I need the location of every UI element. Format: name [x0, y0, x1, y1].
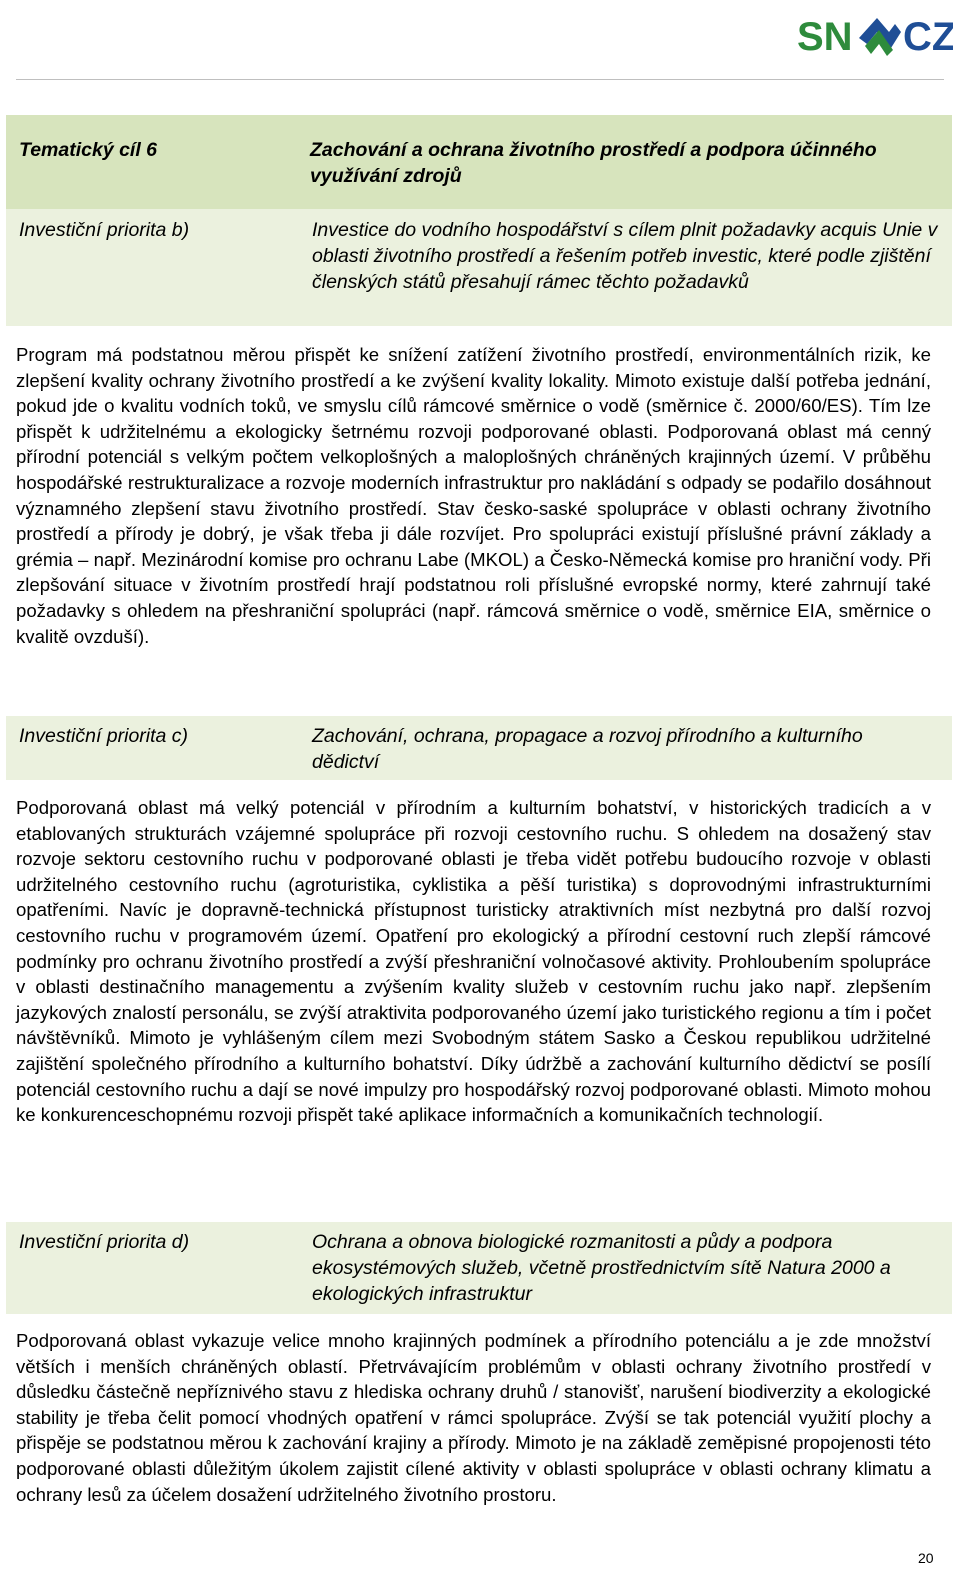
priority-b-band: [6, 209, 952, 326]
priority-d-label: Investiční priorita d): [19, 1231, 190, 1253]
thematic-goal-band: [6, 115, 952, 209]
priority-d-band: [6, 1222, 952, 1314]
sn-cz-logo: [797, 2, 953, 68]
thematic-goal-title: Zachování a ochrana životního prostředí a podpora účinného využívání zdrojů: [310, 139, 877, 187]
page-number: 20: [918, 1550, 934, 1566]
priority-d-title: Ochrana a obnova biologické rozmanitosti a půdy a podpora ekosystémových služeb, včetně prostřednictvím sítě Natura 2000 a ekologických infrastruktur: [312, 1231, 891, 1305]
priority-b-title: Investice do vodního hospodářství s cílem plnit požadavky acquis Unie v oblasti životního prostředí a řešením potřeb investic, které podle zjištění členských států přesahují rámec těchto požadavků: [312, 219, 938, 293]
priority-c-label: Investiční priorita c): [19, 725, 189, 747]
priority-c-title: Zachování, ochrana, propagace a rozvoj přírodního a kulturního dědictví: [312, 725, 863, 773]
priority-d-paragraph: Podporovaná oblast vykazuje velice mnoho krajinných podmínek a přírodního potenciálu a je zde množství větších i menších chráněných oblastí. Přetrvávajícím problémům v oblasti ochrany životního prostředí v důsledku částečně nepříznivého stavu z hlediska ochrany druhů / stanovišť, narušení biodiverzity a ekologické stability je třeba čelit pomocí vhodných opatření v rámci spolupráce. Zvýší se tak potenciál využití plochy a přispěje se podstatnou měrou k zachování krajiny a přírody. Mimoto je na základě zeměpisné propojenosti této podporované oblasti důležitým úkolem zajistit cílené aktivity v oblasti spolupráce v oblasti ochrany klimatu a ochrany lesů za účelem dosažení udržitelného životního prostoru.: [16, 1330, 931, 1505]
logo-cz-text: CZ: [903, 15, 953, 59]
header-rule: [16, 79, 944, 80]
logo-sn-text: SN: [797, 15, 853, 59]
thematic-goal-label: Tematický cíl 6: [19, 139, 158, 161]
priority-b-paragraph: Program má podstatnou měrou přispět ke snížení zatížení životního prostředí, environmentálních rizik, ke zlepšení kvality ochrany životního prostředí a ke zvýšení kvality lokality. Mimoto existuje další potřeba jednání, pokud jde o kvalitu vodních toků, ve smyslu cílů rámcové směrnice o vodě (směrnice č. 2000/60/ES). Tím lze přispět k udržitelnému a ekologicky šetrnému rozvoji podporované oblasti. Podporovaná oblast má cenný přírodní potenciál s velkým počtem velkoplošných a maloplošných chráněných krajinných území. V průběhu hospodářské restrukturalizace a rozvoje moderních infrastruktur pro nakládání s odpady se podařilo dosáhnout významného zlepšení stavu životního prostředí. Stav česko-saské spolupráce v oblasti ochrany životního prostředí a přírody je dobrý, je však třeba ji dále rozvíjet. Pro spolupráci existují příslušné právní základy a grémia – např. Mezinárodní komise pro ochranu Labe (MKOL) a Česko-Německá komise pro hraniční vody. Při zlepšování situace v životním prostředí hrají podstatnou roli příslušné evropské normy, které zahrnují také požadavky s ohledem na přeshraniční spolupráci (např. rámcová směrnice o vodě, směrnice EIA, směrnice o kvalitě ovzduší).: [16, 344, 931, 647]
priority-c-band: [6, 716, 952, 780]
priority-c-paragraph: Podporovaná oblast má velký potenciál v přírodním a kulturním bohatství, v historických tradicích a v etablovaných strukturách vzájemné spolupráce při rozvoji cestovního ruchu. S ohledem na dosažený stav rozvoje sektoru cestovního ruchu v podporované oblasti je třeba vidět potřebu budoucího rozvoje v oblasti udržitelného cestovního ruchu (agroturistika, cyklistika a pěší turistika) s doprovodnými infrastrukturními opatřeními. Navíc je dopravně-technická přístupnost turisticky atraktivních míst nezbytná pro další rozvoj cestovního ruchu v programovém území. Opatření pro ekologický a přírodní cestovní ruch zlepší rámcové podmínky pro ochranu životního prostředí a zvýší přeshraniční volnočasové aktivity. Prohloubením spolupráce v oblasti destinačního managementu a zvýšením kvality služeb v cestovním ruchu jako např. zlepšením jazykových znalostí personálu, se zvýší atraktivita podporovaného území jako turistického regionu a tím i počet návštěvníků. Mimoto je vyhlášeným cílem mezi Svobodným státem Sasko a Českou republikou udržitelné zajištění společného přírodního a kulturního bohatství. Díky údržbě a zachování kulturního dědictví se posílí potenciál cestovního ruchu a dají se nové impulzy pro hospodářský rozvoj podporované oblasti. Mimoto mohou ke konkurenceschopnému rozvoji přispět také aplikace informačních a komunikačních technologií.: [16, 797, 931, 1126]
priority-b-label: Investiční priorita b): [19, 219, 190, 241]
